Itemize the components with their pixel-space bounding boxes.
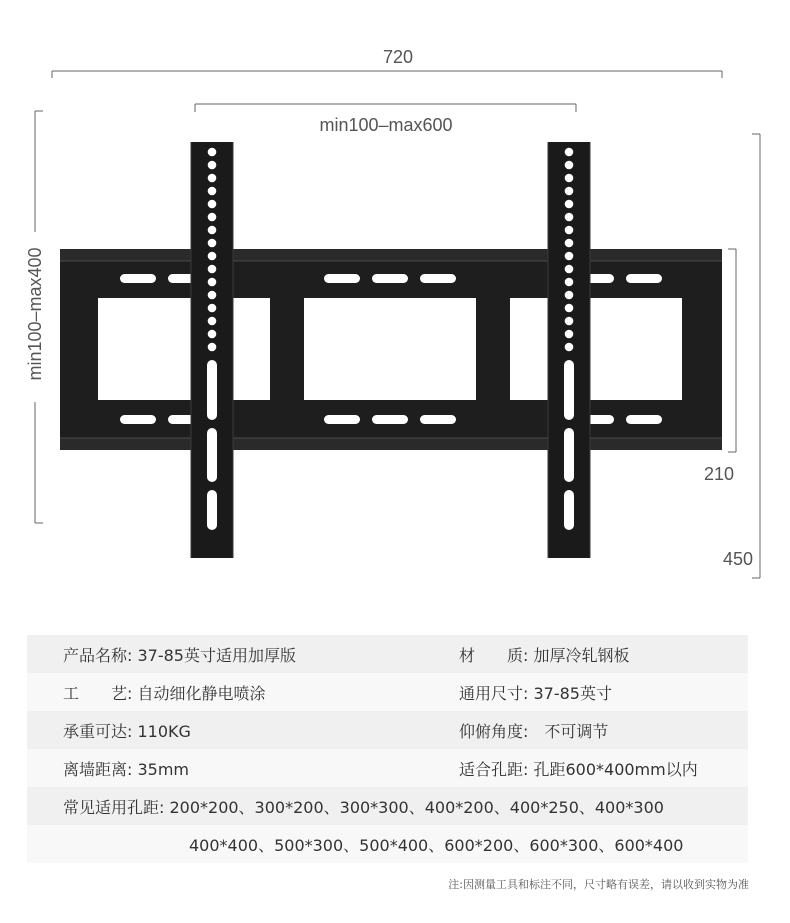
right-arm-hole (565, 343, 574, 352)
plate-height-dimension (728, 249, 736, 452)
plate-height-label: 210 (703, 464, 735, 484)
left-arm-hole (208, 252, 217, 261)
left-arm-hole (208, 187, 217, 196)
right-arm-hole (565, 278, 574, 287)
right-arm-hole (565, 304, 574, 313)
left-arm-hole (208, 330, 217, 339)
right-arm-hole (565, 317, 574, 326)
left-arm-hole (208, 317, 217, 326)
right-arm-hole (565, 252, 574, 261)
right-arm-hole (565, 174, 574, 183)
overall-width-dimension (52, 71, 722, 78)
left-arm-hole (208, 265, 217, 274)
spec-wall-distance: 离墙距离: 35mm (63, 759, 190, 779)
spec-load: 承重可达: 110KG (63, 721, 191, 741)
spec-material: 材 质: 加厚冷轧钢板 (459, 645, 630, 665)
left-arm-hole (208, 304, 217, 313)
left-arm-hole (208, 239, 217, 248)
spec-row-1 (27, 635, 748, 673)
arm-height-dimension (752, 134, 760, 578)
right-arm-hole (565, 213, 574, 222)
spec-compat-line-2: 400*400、500*300、500*400、600*200、600*300、600*400 (189, 835, 684, 855)
spec-compat-line-1: 常见适用孔距: 200*200、300*200、300*300、400*200、400*250、400*300 (63, 797, 664, 817)
spec-row-4 (27, 749, 748, 787)
right-arm-hole (565, 226, 574, 235)
right-arm-hole (565, 200, 574, 209)
spec-table (27, 635, 748, 863)
left-arm-hole (208, 174, 217, 183)
overall-width-label: 720 (382, 47, 414, 67)
spec-hole-spacing: 适合孔距: 孔距600*400mm以内 (459, 759, 698, 779)
right-arm-hole (565, 330, 574, 339)
right-arm-hole (565, 239, 574, 248)
hole-width-dimension (195, 104, 576, 112)
arm-height-label: 450 (722, 549, 754, 569)
right-arm-hole (565, 265, 574, 274)
measurement-note: 注:因测量工具和标注不同，尺寸略有误差，请以收到实物为准 (448, 878, 749, 891)
left-arm-hole (208, 278, 217, 287)
spec-size: 通用尺寸: 37-85英寸 (459, 683, 612, 703)
left-arm-hole (208, 148, 217, 157)
left-arm-hole (208, 200, 217, 209)
wall-plate (60, 249, 722, 450)
left-arm-hole (208, 291, 217, 300)
left-arm-hole (208, 343, 217, 352)
left-arm-hole (208, 213, 217, 222)
spec-row-5 (27, 787, 748, 825)
left-arm-hole (208, 226, 217, 235)
left-arm-hole (208, 161, 217, 170)
hole-height-label: min100–max400 (25, 247, 45, 381)
right-arm-hole (565, 187, 574, 196)
left-mounting-arm (191, 142, 233, 558)
right-mounting-arm (548, 142, 590, 558)
spec-process: 工 艺: 自动细化静电喷涂 (63, 683, 266, 703)
spec-tilt: 仰俯角度: 不可调节 (459, 721, 609, 741)
spec-row-3 (27, 711, 748, 749)
right-arm-hole (565, 291, 574, 300)
right-arm-hole (565, 148, 574, 157)
spec-product-name: 产品名称: 37-85英寸适用加厚版 (63, 645, 296, 665)
right-arm-hole (565, 161, 574, 170)
hole-width-label: min100–max600 (319, 115, 453, 135)
spec-row-6 (27, 825, 748, 863)
spec-row-2 (27, 673, 748, 711)
